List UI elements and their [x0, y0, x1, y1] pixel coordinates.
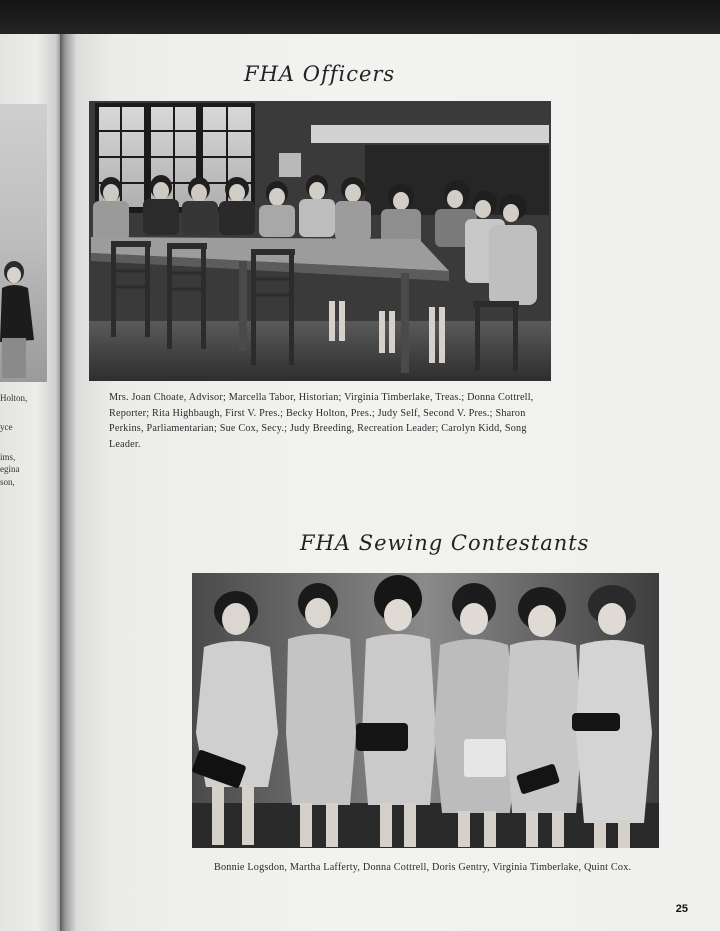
sewing-contestants-photo [192, 573, 659, 848]
previous-page-text-line: yce [0, 422, 13, 432]
previous-page-text-line: ims, [0, 452, 16, 462]
page-number: 25 [675, 903, 688, 915]
book-gutter [60, 34, 76, 931]
previous-page-text-line: Holton, [0, 393, 28, 403]
previous-page-text-line: egina [0, 464, 20, 474]
previous-page-text-line: son, [0, 477, 15, 487]
sewing-contestants-caption: Bonnie Logsdon, Martha Lafferty, Donna Cottrell, Doris Gentry, Virginia Timberlake, Quint Cox. [214, 862, 632, 873]
officers-caption: Mrs. Joan Choate, Advisor; Marcella Tabor, Historian; Virginia Timberlake, Treas.; Donna Cottrell, Reporter; Rita Highbaugh, First V. Pres.; Becky Holton, Pres.; Judy Self, Second V. Pres.; Sharon Perkins, Parliamentarian; Sue Cox, Secy.; Judy Breeding, Recreation Leader; Carolyn Kidd, Song Leader. [109, 392, 534, 450]
officers-photo [89, 101, 551, 381]
previous-page-photo [0, 104, 47, 382]
previous-page-edge [0, 34, 62, 931]
officers-title: FHA Officers [244, 62, 396, 86]
sewing-contestants-title: FHA Sewing Contestants [300, 531, 590, 555]
scan-top-edge [0, 0, 720, 34]
yearbook-page [76, 34, 720, 931]
